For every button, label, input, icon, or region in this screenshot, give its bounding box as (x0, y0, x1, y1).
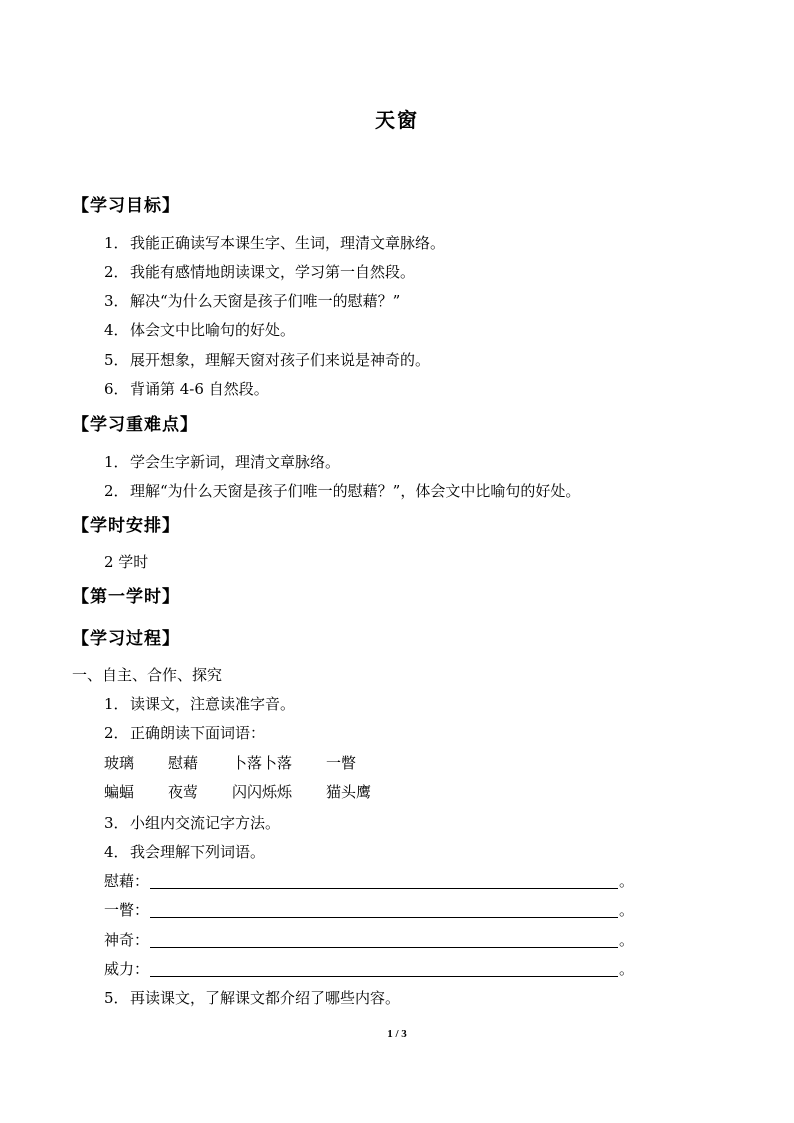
item-number: 5． (104, 351, 129, 369)
item-text: 学会生字新词，理清文章脉络。 (130, 453, 341, 471)
section-heading-goals: 【学习目标】 (72, 196, 180, 216)
vocab-word: 卜落卜落 (232, 754, 293, 772)
part-title: 一、自主、合作、探究 (72, 666, 223, 684)
section-heading-key-points: 【学习重难点】 (72, 415, 198, 435)
process-item-3 (104, 813, 280, 833)
item-text: 展开想象，理解天窗对孩子们来说是神奇的。 (130, 351, 431, 369)
item-number: 2． (104, 724, 129, 742)
answer-blank[interactable] (150, 976, 618, 977)
item-number: 3． (104, 814, 129, 832)
answer-blank[interactable] (150, 917, 618, 918)
section-heading-process: 【学习过程】 (72, 629, 180, 649)
fill-end-mark: 。 (619, 901, 635, 919)
word-row-2 (104, 782, 371, 802)
item-number: 1． (104, 695, 129, 713)
vocab-word: 夜莺 (168, 783, 199, 801)
process-item-1 (104, 694, 295, 714)
item-number: 5． (104, 989, 129, 1007)
item-number: 2． (104, 263, 129, 281)
fill-in-line (104, 959, 634, 979)
item-number: 4． (104, 843, 129, 861)
key-point-item-2 (104, 481, 580, 501)
item-number: 3． (104, 292, 129, 310)
item-text: 小组内交流记字方法。 (130, 814, 281, 832)
item-text: 理解“为什么天窗是孩子们唯一的慰藉？”，体会文中比喻句的好处。 (130, 482, 581, 500)
word-row-1 (104, 753, 356, 773)
item-number: 2． (104, 482, 129, 500)
fill-end-mark: 。 (619, 960, 635, 978)
vocab-word: 慰藉 (168, 754, 199, 772)
goal-item-2 (104, 262, 415, 282)
item-text: 再读课文，了解课文都介绍了哪些内容。 (130, 989, 401, 1007)
vocab-word: 蝙蝠 (104, 783, 135, 801)
item-number: 4． (104, 321, 129, 339)
item-text: 背诵第 4-6 自然段。 (130, 380, 269, 398)
process-item-2 (104, 723, 265, 743)
schedule-text: 2 学时 (104, 553, 149, 571)
section-heading-schedule: 【学时安排】 (72, 516, 180, 536)
vocab-word: 一瞥 (326, 754, 357, 772)
goal-item-1 (104, 233, 445, 253)
fill-label: 慰藉： (104, 872, 150, 890)
fill-in-line (104, 930, 634, 950)
item-number: 1． (104, 453, 129, 471)
item-number: 6． (104, 380, 129, 398)
answer-blank[interactable] (150, 947, 618, 948)
vocab-word: 猫头鹰 (326, 783, 372, 801)
vocab-word: 玻璃 (104, 754, 135, 772)
key-point-item-1 (104, 452, 340, 472)
item-text: 我会理解下列词语。 (130, 843, 266, 861)
item-text: 体会文中比喻句的好处。 (130, 321, 296, 339)
fill-label: 神奇： (104, 931, 150, 949)
section-heading-first-period: 【第一学时】 (72, 587, 180, 607)
item-text: 正确朗读下面词语： (130, 724, 266, 742)
fill-in-line (104, 871, 634, 891)
fill-end-mark: 。 (619, 931, 635, 949)
page-number: 1 / 3 (387, 1028, 407, 1040)
item-number: 1． (104, 234, 129, 252)
goal-item-6 (104, 379, 269, 399)
goal-item-5 (104, 350, 430, 370)
process-item-5 (104, 988, 400, 1008)
item-text: 我能有感情地朗读课文，学习第一自然段。 (130, 263, 416, 281)
process-item-4 (104, 842, 265, 862)
goal-item-3 (104, 291, 400, 311)
answer-blank[interactable] (150, 888, 618, 889)
fill-label: 一瞥： (104, 901, 150, 919)
page-title: 天窗 (375, 108, 419, 132)
item-text: 读课文，注意读准字音。 (130, 695, 296, 713)
vocab-word: 闪闪烁烁 (232, 783, 293, 801)
fill-in-line (104, 900, 634, 920)
item-text: 解决“为什么天窗是孩子们唯一的慰藉？” (130, 292, 401, 310)
fill-end-mark: 。 (619, 872, 635, 890)
goal-item-4 (104, 320, 295, 340)
fill-label: 威力： (104, 960, 150, 978)
item-text: 我能正确读写本课生字、生词，理清文章脉络。 (130, 234, 446, 252)
